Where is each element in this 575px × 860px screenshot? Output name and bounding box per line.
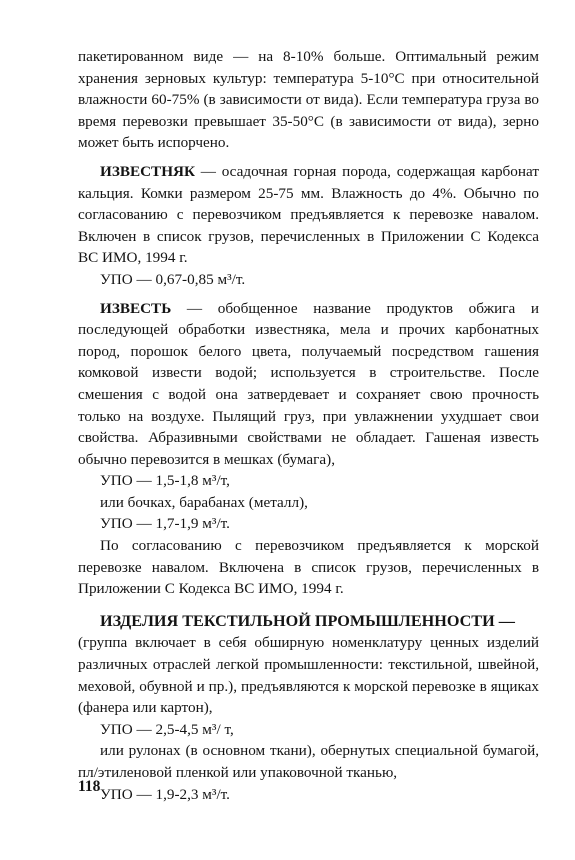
textiles-text: (группа включает в себя обширную номенклатуру ценных изделий различных отраслей легкой промышленности: текстильной, швейной, меховой, обувной и пр.), предъявляются к морской перевозке в ящиках (фанера или картон), (78, 634, 539, 717)
textiles-term: ИЗДЕЛИЯ ТЕКСТИЛЬНОЙ ПРОМЫШЛЕННОСТИ — (100, 611, 515, 630)
lime-upo-barrels: УПО — 1,7-1,9 м³/т. (100, 515, 230, 533)
page-body (78, 46, 539, 805)
limestone-text: — осадочная горная порода, содержащая карбонат кальция. Комки размером 25-75 мм. Влажность до 4%. Обычно по согласованию с перевозчиком предъявляется к перевозке навалом. Включен в список грузов, перечисленных в Приложении С Кодекса ВС ИМО, 1994 г. (78, 162, 539, 267)
textiles-upo-boxes: УПО — 2,5-4,5 м³/ т, (100, 720, 234, 738)
lime-term: ИЗВЕСТЬ (100, 299, 172, 317)
limestone-upo: УПО — 0,67-0,85 м³/т. (100, 270, 246, 288)
limestone-term: ИЗВЕСТНЯК (100, 162, 195, 180)
limestone-entry (78, 161, 539, 269)
lime-text: — обобщенное название продуктов обжига и последующей обработки известняка, мела и прочих карбонатных пород, порошок белого цвета, получаемый посредством гашения комковой извести водой; используется в строительстве. После смешения с водой она затвердевает и сохраняет свою прочность только на воздухе. Пылящий груз, при увлажнении ухудшает свои свойства. Абразивными свойствами не обладает. Гашеная известь обычно перевозится в мешках (бумага), (78, 299, 539, 468)
intro-paragraph: пакетированном виде — на 8-10% больше. Оптимальный режим хранения зерновых культур: температура 5-10°С при относительной влажности 60-75% (в зависимости от вида). Если температура груза во время перевозки превышает 35-50°С (в зависимости от вида), зерно может быть испорчено. (78, 48, 539, 152)
textiles-upo-rolls: УПО — 1,9-2,3 м³/т. (100, 785, 230, 803)
textiles-alt-packaging: или рулонах (в основном ткани), обернутых специальной бумагой, пл/этиленовой пленкой или упаковочной тканью, (78, 742, 539, 781)
lime-note: По согласованию с перевозчиком предъявляется к морской перевозке навалом. Включена в список грузов, перечисленных в Приложении С Кодекса ВС ИМО, 1994 г. (78, 537, 539, 598)
page-number: 118 (78, 778, 101, 795)
lime-upo-bags: УПО — 1,5-1,8 м³/т, (100, 472, 230, 490)
lime-entry (78, 298, 539, 471)
lime-alt-packaging: или бочках, барабанах (металл), (100, 493, 308, 511)
